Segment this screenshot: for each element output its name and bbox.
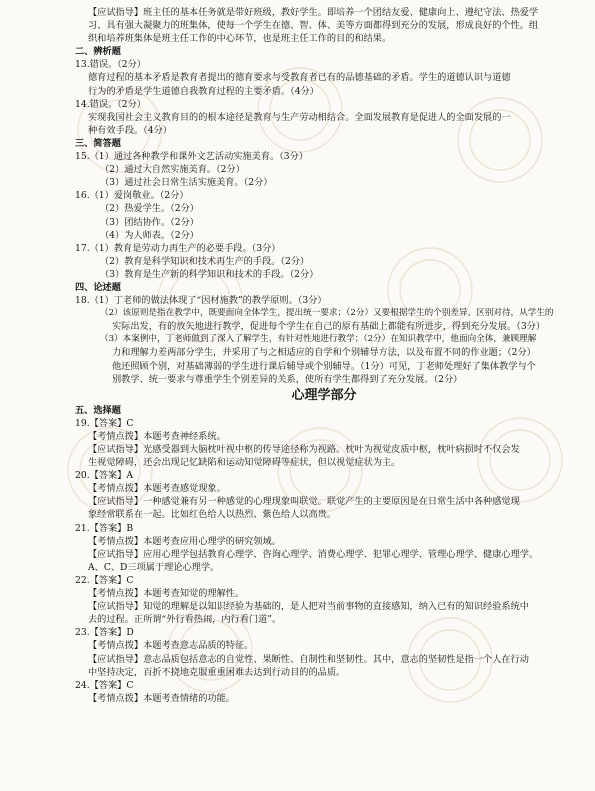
question-number: 16.（1）爱岗敬业。（2分） bbox=[75, 190, 189, 202]
text-line: 中坚持决定，百折不挠地克服重重困难去达到行动目的的品质。 bbox=[88, 666, 346, 678]
text-line: 【考情点拨】本题考查意志品质的特征。 bbox=[88, 640, 254, 652]
section-heading: 四、论述题 bbox=[75, 281, 121, 293]
question-number: 19.【答案】C bbox=[75, 417, 134, 429]
text-line: 实际出发，有的放矢地进行教学，促进每个学生在自己的原有基础上都能有所进步，得到充分发展。（3分） bbox=[112, 321, 546, 333]
question-number: 14.错误。（2分） bbox=[75, 98, 146, 110]
text-line: 习、具有强大凝聚力的班集体，使每一个学生在德、智、体、美等方面都得到充分的发展，形成良好的个性。组 bbox=[88, 20, 539, 32]
text-line: （2）热爱学生。（2分） bbox=[100, 203, 199, 215]
text-line: 【应试指导】一种感觉兼有另一种感觉的心理现象叫联觉。联觉产生的主要原因是在日常生活中各种感觉现 bbox=[88, 496, 520, 508]
text-line: 象经常联系在一起。比如红色给人以热烈、紫色给人以高贵。 bbox=[88, 509, 337, 521]
section-heading: 二、辨析题 bbox=[75, 46, 121, 58]
section-heading: 三、简答题 bbox=[75, 137, 121, 149]
text-line: 【应试指导】应用心理学包括教育心理学、咨询心理学、消费心理学、犯罪心理学、管理心理学、健康心理学。 bbox=[88, 548, 539, 560]
text-line: 实现我国社会主义教育目的的根本途径是教育与生产劳动相结合。全面发展教育是促进人的全面发展的一 bbox=[88, 111, 511, 123]
question-number: 18.（1）丁老师的做法体现了“因材施教”的教学原则。（3分） bbox=[75, 295, 327, 307]
section-heading: 五、选择题 bbox=[75, 404, 121, 416]
text-line: 【考情点拨】本题考查情绪的功能。 bbox=[88, 692, 235, 704]
text-line: 【应试指导】班主任的基本任务就是带好班级，教好学生。即培养一个团结友爱、健康向上、遵纪守法、热爱学 bbox=[88, 7, 539, 18]
text-line: 【考情点拨】本题考查感觉现象。 bbox=[88, 483, 226, 495]
text-line: 【考情点拨】本题考查应用心理学的研究领域。 bbox=[88, 535, 281, 547]
part-title: 心理学部分 bbox=[291, 387, 357, 403]
question-number: 24.【答案】C bbox=[75, 679, 134, 691]
text-line: 行为的矛盾是学生道德自我教育过程的主要矛盾。（4分） bbox=[88, 85, 319, 97]
text-line: （2）该原则是指在教学中，既要面向全体学生，提出统一要求；（2分）又要根据学生的个别差异，区别对待，从学生的 bbox=[100, 308, 554, 319]
text-line: 【考情点拨】本题考查神经系统。 bbox=[88, 430, 226, 442]
question-number: 15.（1）通过各种教学和课外文艺活动实施美育。（3分） bbox=[75, 151, 309, 163]
text-line: 种有效手段。（4分） bbox=[88, 124, 172, 136]
question-number: 21.【答案】B bbox=[75, 522, 134, 534]
text-line: （3）通过社会日常生活实施美育。（2分） bbox=[100, 177, 273, 189]
question-number: 13.错误。（2分） bbox=[75, 59, 146, 71]
question-number: 23.【答案】D bbox=[75, 627, 134, 639]
text-line: 【考情点拨】本题考查知觉的理解性。 bbox=[88, 588, 245, 600]
text-line: （3）团结协作。（2分） bbox=[100, 216, 199, 228]
question-number: 22.【答案】C bbox=[75, 574, 134, 586]
text-line: 【应试指导】知觉的理解是以知识经验为基础的，是人把对当前事物的直接感知，纳入已有的知识经验系统中 bbox=[88, 601, 529, 613]
text-line: 别教学、统一要求与尊重学生个别差异的关系，使所有学生都得到了充分发展。（2分） bbox=[112, 373, 463, 385]
text-line: 【应试指导】意志品质包括意志的自觉性、果断性、自制性和坚韧性。其中，意志的坚韧性是指一个人在行动 bbox=[88, 653, 529, 665]
text-line: （4）为人师表。（2分） bbox=[100, 229, 199, 241]
text-line: 力和理解力差两部分学生，并采用了与之相适应的自学和个别辅导方法，以及布置不同的作业题；（2分） bbox=[112, 347, 536, 359]
question-number: 17.（1）教育是劳动力再生产的必要手段。（3分） bbox=[75, 242, 281, 254]
text-line: A、C、D三项属于理论心理学。 bbox=[88, 561, 220, 573]
text-line: 织和培养班集体是班主任工作的中心环节，也是班主任工作的目的和结果。 bbox=[88, 33, 392, 45]
text-line: （2）教育是科学知识和技术再生产的手段。（2分） bbox=[100, 255, 310, 267]
text-line: 去的过程。正所谓“外行看热闹，内行看门道”。 bbox=[88, 614, 282, 626]
text-line: 【应试指导】光感受器到大脑枕叶视中枢的传导途径称为视路。枕叶为视觉皮质中枢，枕叶病损时不仅会发 bbox=[88, 444, 520, 455]
text-line: （2）通过大自然实施美育。（2分） bbox=[100, 164, 245, 176]
text-line: （3）教育是生产新的科学知识和技术的手段。（2分） bbox=[100, 268, 319, 280]
text-line: （3）本案例中，丁老师做到了深入了解学生，有针对性地进行教学；（2分）在知识教学中，他面向全体，兼顾理解 bbox=[100, 334, 537, 345]
text-line: 他还照顾个别，对基础薄弱的学生进行课后辅导或个别辅导。（1分）可见，丁老师处理好了集体教学与个 bbox=[112, 360, 536, 372]
question-number: 20.【答案】A bbox=[75, 470, 133, 482]
text-line: 德育过程的基本矛盾是教育者提出的德育要求与受教育者已有的品德基础的矛盾。学生的道德认识与道德 bbox=[88, 72, 511, 84]
text-line: 生视觉障碍，还会出现记忆缺陷和运动知觉障碍等症状，但以视觉症状为主。 bbox=[88, 457, 401, 469]
answer-document bbox=[75, 6, 560, 705]
